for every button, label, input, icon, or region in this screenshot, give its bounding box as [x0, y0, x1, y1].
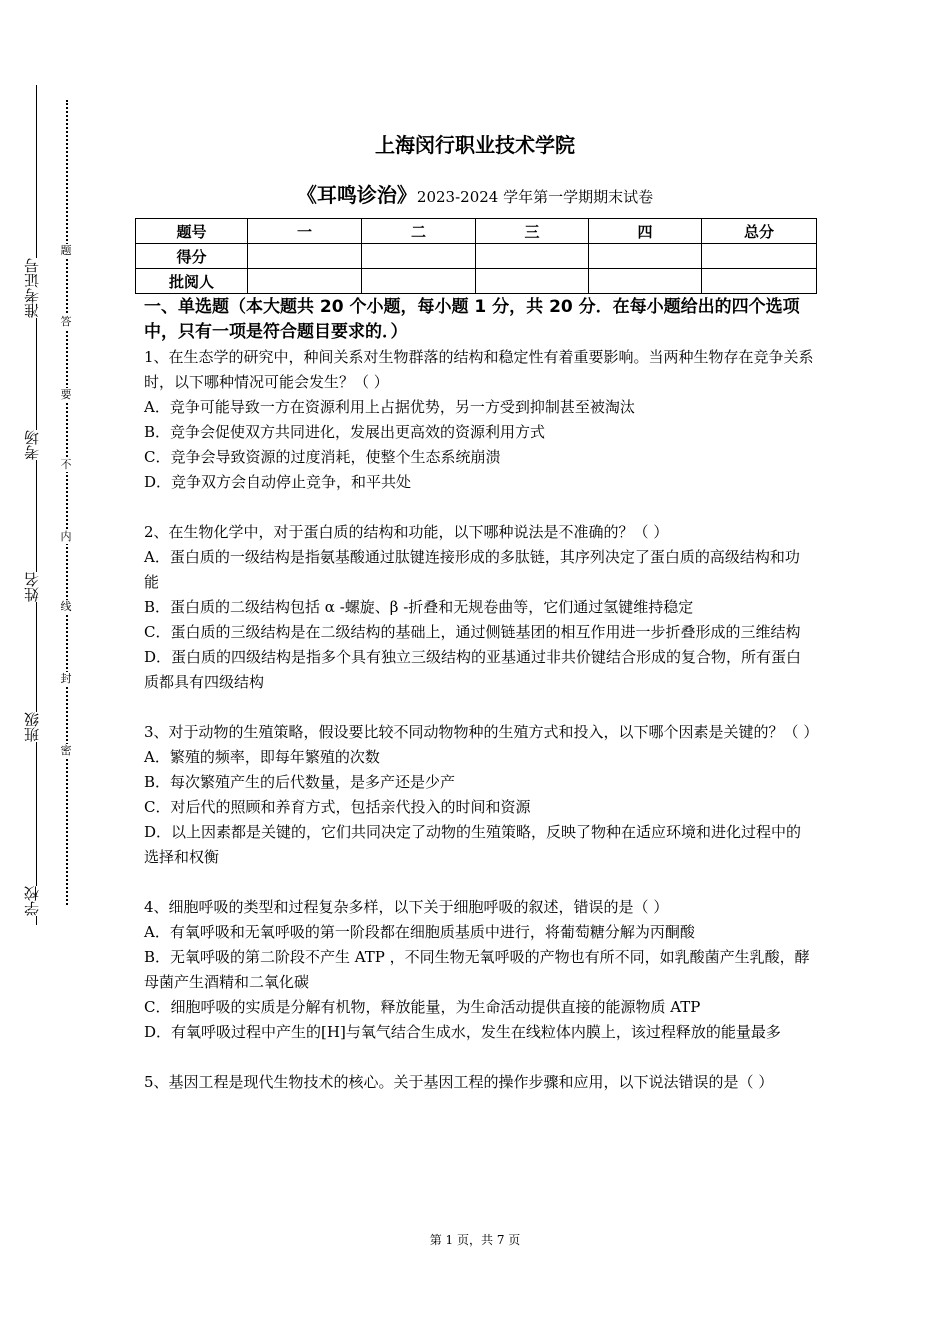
- seal-char: 要: [60, 388, 72, 401]
- exam-subtitle: [0, 181, 950, 211]
- question-option: C．竞争会导致资源的过度消耗，使整个生态系统崩溃: [144, 448, 501, 466]
- score-cell[interactable]: [248, 244, 362, 269]
- score-cell[interactable]: [476, 269, 589, 294]
- question-option: A．竞争可能导致一方在资源利用上占据优势，另一方受到抑制甚至被淘汰: [144, 398, 635, 416]
- score-cell[interactable]: [248, 269, 362, 294]
- score-table-row: [136, 269, 817, 294]
- score-cell[interactable]: [362, 244, 476, 269]
- question-option: D．以上因素都是关键的，它们共同决定了动物的生殖策略，反映了物种在适应环境和进化过程中的选择和权衡: [144, 823, 802, 866]
- score-header-cell: 三: [476, 219, 589, 244]
- school-title: 上海闵行职业技术学院: [375, 133, 575, 157]
- question-option: D．竞争双方会自动停止竞争，和平共处: [144, 473, 412, 491]
- question-option: B．无氧呼吸的第二阶段不产生 ATP ，不同生物无氧呼吸的产物也有所不同，如乳酸菌产生乳酸，酵母菌产生酒精和二氧化碳: [144, 948, 810, 991]
- page-footer: 第 1 页，共 7 页: [429, 1233, 521, 1247]
- score-header-cell: 四: [589, 219, 702, 244]
- score-row-label: 得分: [136, 244, 248, 269]
- seal-char: 密: [60, 744, 72, 757]
- score-table-header-row: [136, 219, 817, 244]
- score-cell[interactable]: [362, 269, 476, 294]
- question: [144, 520, 814, 695]
- score-header-cell: 总分: [702, 219, 817, 244]
- score-header-cell: 题号: [136, 219, 248, 244]
- question: [144, 720, 819, 870]
- question-stem: 5、基因工程是现代生物技术的核心。关于基因工程的操作步骤和应用，以下说法错误的是（ ）: [144, 1073, 774, 1091]
- question-option: C．蛋白质的三级结构是在二级结构的基础上，通过侧链基团的相互作用进一步折叠形成的三维结构: [144, 623, 801, 641]
- question-option: D．有氧呼吸过程中产生的[H]与氧气结合生成水，发生在线粒体内膜上，该过程释放的能量最多: [144, 1023, 781, 1041]
- seal-char: 题: [60, 244, 72, 257]
- question-option: A．有氧呼吸和无氧呼吸的第一阶段都在细胞质基质中进行，将葡萄糖分解为丙酮酸: [144, 923, 695, 941]
- binding-line: [36, 85, 37, 925]
- question-option: C．细胞呼吸的实质是分解有机物，释放能量，为生命活动提供直接的能源物质 ATP: [144, 998, 701, 1016]
- question-stem: 4、细胞呼吸的类型和过程复杂多样，以下关于细胞呼吸的叙述，错误的是（ ）: [144, 898, 669, 916]
- exam-content: [144, 295, 819, 1120]
- question-option: D．蛋白质的四级结构是指多个具有独立三级结构的亚基通过非共价键结合形成的复合物，所有蛋白质都具有四级结构: [144, 648, 802, 691]
- question-option: B．每次繁殖产生的后代数量，是多产还是少产: [144, 773, 456, 791]
- binding-label-name: 姓名: [23, 572, 41, 602]
- seal-char: 封: [60, 672, 72, 685]
- binding-label-class: 班级: [23, 712, 41, 742]
- question-option: B．竞争会促使双方共同进化，发展出更高效的资源利用方式: [144, 423, 546, 441]
- exam-term: 2023-2024 学年第一学期期末试卷: [416, 188, 654, 206]
- binding-label-exam-id: 准考证号: [23, 258, 41, 318]
- question: [144, 345, 814, 495]
- question-stem: 3、对于动物的生殖策略，假设要比较不同动物物种的生殖方式和投入，以下哪个因素是关键的？（ ）: [144, 723, 819, 741]
- score-cell[interactable]: [589, 269, 702, 294]
- seal-char: 不: [60, 458, 72, 471]
- question-stem: 2、在生物化学中，对于蛋白质的结构和功能，以下哪种说法是不准确的？（ ）: [144, 523, 669, 541]
- question-stem: 1、在生态学的研究中，种间关系对生物群落的结构和稳定性有着重要影响。当两种生物存在竞争关系时，以下哪种情况可能会发生？（ ）: [144, 348, 814, 391]
- seal-char: 线: [60, 600, 72, 613]
- score-cell[interactable]: [589, 244, 702, 269]
- binding-label-school: 学校: [23, 886, 41, 916]
- score-row-label: 批阅人: [136, 269, 248, 294]
- seal-char: 内: [60, 530, 72, 543]
- course-name: 《耳鸣诊治》: [296, 183, 417, 207]
- seal-char: 答: [60, 315, 72, 328]
- question-option: C．对后代的照顾和养育方式，包括亲代投入的时间和资源: [144, 798, 531, 816]
- question: [144, 895, 814, 1045]
- question-option: A．繁殖的频率，即每年繁殖的次数: [144, 748, 380, 766]
- seal-dotted-line: [66, 100, 68, 905]
- score-header-cell: 一: [248, 219, 362, 244]
- score-cell[interactable]: [702, 269, 817, 294]
- question: [144, 1070, 814, 1095]
- question-option: B．蛋白质的二级结构包括 α -螺旋、β -折叠和无规卷曲等，它们通过氢键维持稳定: [144, 598, 694, 616]
- score-header-cell: 二: [362, 219, 476, 244]
- binding-label-exam-room: 考场: [23, 430, 41, 460]
- score-table: [135, 218, 817, 294]
- score-cell[interactable]: [702, 244, 817, 269]
- score-cell[interactable]: [476, 244, 589, 269]
- section-title: 一、单选题（本大题共 20 个小题，每小题 1 分，共 20 分．在每小题给出的四个选项中，只有一项是符合题目要求的．）: [144, 297, 800, 342]
- score-table-row: [136, 244, 817, 269]
- question-option: A．蛋白质的一级结构是指氨基酸通过肽键连接形成的多肽链，其序列决定了蛋白质的高级结构和功能: [144, 548, 800, 591]
